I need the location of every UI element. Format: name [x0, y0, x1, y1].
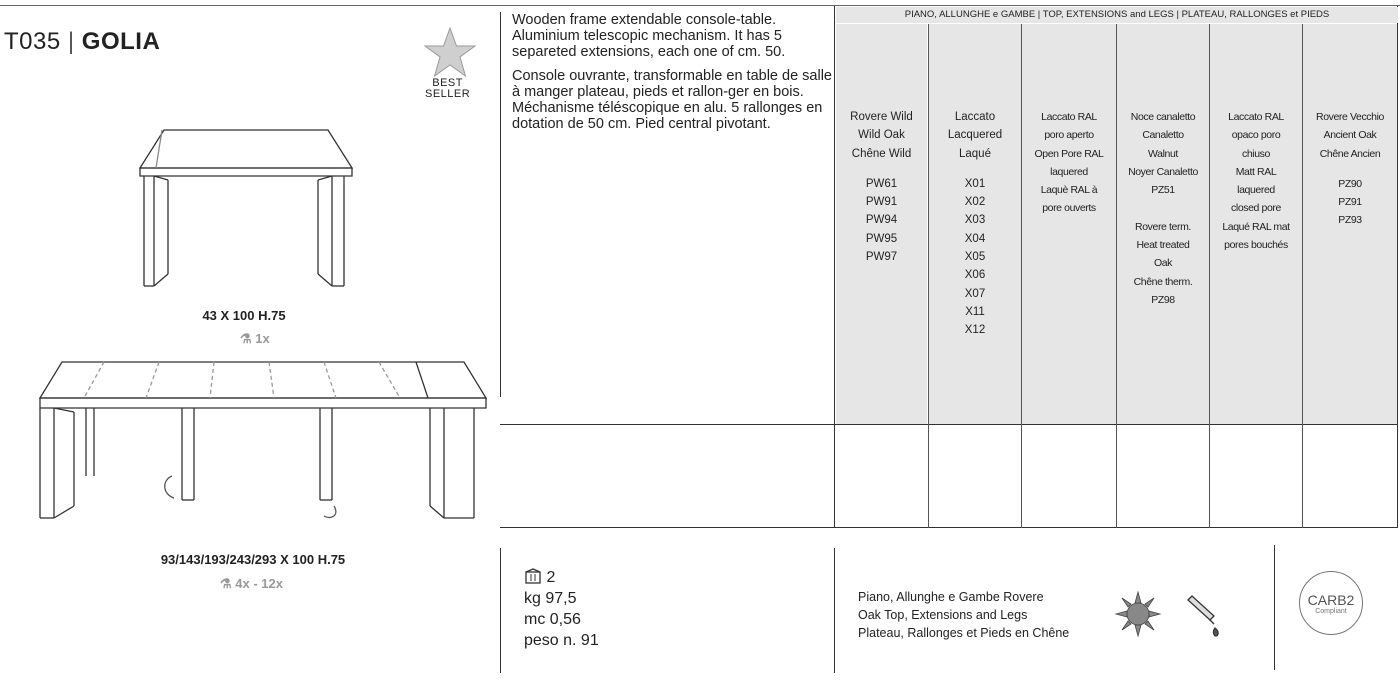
wood-note — [858, 588, 1069, 642]
wood-note-line-2: Oak Top, Extensions and Legs — [858, 608, 1028, 622]
description-en: Wooden frame extendable console-table. Aluminium telescopic mechanism. It has 5 separeted extensions, each one of cm. 50. — [512, 12, 786, 60]
best-seller-badge — [425, 78, 470, 100]
carb2-badge — [1299, 571, 1363, 635]
closed-console-drawing — [132, 126, 360, 294]
dropper-icon — [1184, 594, 1224, 638]
grid-left-finishes — [834, 6, 835, 528]
bottom-divider-2 — [1274, 545, 1275, 670]
wood-note-line-1: Piano, Allunghe e Gambe Rovere — [858, 590, 1044, 604]
packing-net-weight: peso n. 91 — [524, 632, 599, 649]
product-title — [4, 28, 160, 56]
open-table-drawing — [34, 356, 490, 524]
product-name: GOLIA — [81, 28, 161, 55]
badge-line-2: SELLER — [425, 88, 471, 100]
finish-col-walnut — [1117, 24, 1209, 424]
carb2-sub: Compliant — [1315, 608, 1347, 615]
finish-col-wild-oak — [836, 24, 927, 424]
carb2-label: CARB2 — [1307, 592, 1355, 608]
closed-seats-value: 1x — [255, 331, 270, 346]
product-code: T035 — [4, 28, 61, 55]
left-divider — [500, 12, 501, 397]
grid-line-bottom — [500, 527, 1398, 528]
person-icon: ⚗ — [220, 576, 232, 591]
finish-name: Laccato RAL opaco poro chiuso Matt RAL laquered closed pore Laqué RAL mat pores bouchés — [1222, 111, 1290, 252]
finish-codes: PW61 PW91 PW94 PW95 PW97 — [865, 177, 898, 264]
finish-codes: X01 X02 X03 X04 X05 X06 X07 X11 X12 — [964, 177, 986, 337]
finish-name: Laccato RAL poro aperto Open Pore RAL laquered Laquè RAL à pore ouverts — [1034, 111, 1104, 215]
finishes-header: PIANO, ALLUNGHE e GAMBE | TOP, EXTENSIONS and LEGS | PLATEAU, RALLONGES et PIEDS — [836, 7, 1398, 23]
closed-dimensions: 43 X 100 H.75 — [202, 308, 286, 323]
open-seats — [220, 576, 283, 592]
finish-col-lacquered — [929, 24, 1021, 424]
star-icon — [422, 26, 478, 80]
grid-right — [1397, 6, 1398, 528]
bottom-divider-1 — [834, 548, 835, 673]
finish-col-ral-open-pore — [1022, 24, 1116, 424]
top-border — [0, 5, 1400, 6]
open-dimensions: 93/143/193/243/293 X 100 H.75 — [160, 552, 346, 567]
finish-name: Rovere Vecchio Ancient Oak Chêne Ancien — [1316, 111, 1384, 160]
sun-icon — [1114, 590, 1162, 638]
packing-info — [524, 567, 599, 651]
finish-name: Noce canaletto Canaletto Walnut Noyer Canaletto PZ51 Rovere term. Heat treated Oak Chêne therm. PZ98 — [1128, 111, 1198, 306]
packing-volume: mc 0,56 — [524, 611, 581, 628]
description-fr: Console ouvrante, transformable en table de salle à manger plateau, pieds et rallon-ger en bois. Méchanisme téléscopique en alu. 5 rallonges en dotation de 50 cm. Pied central pivotant. — [512, 68, 832, 132]
box-icon — [524, 568, 542, 584]
title-separator: | — [67, 28, 75, 55]
finish-col-ral-matt — [1210, 24, 1302, 424]
open-seats-value: 4x - 12x — [235, 576, 283, 591]
finish-name: Rovere Wild Wild Oak Chêne Wild — [850, 111, 913, 160]
closed-seats — [240, 331, 270, 347]
finish-name: Laccato Lacquered Laqué — [947, 111, 1003, 160]
finish-col-ancient-oak — [1303, 24, 1397, 424]
boxes-count: 2 — [546, 569, 556, 586]
grid-line-mid — [500, 424, 1398, 425]
badge-line-1: BEST — [432, 77, 463, 89]
left-divider-bottom — [500, 548, 501, 673]
wood-note-line-3: Plateau, Rallonges et Pieds en Chêne — [858, 626, 1070, 640]
person-icon: ⚗ — [240, 331, 252, 346]
packing-boxes — [524, 567, 599, 588]
packing-weight: kg 97,5 — [524, 590, 577, 607]
finish-codes: PZ90 PZ91 PZ93 — [1338, 177, 1362, 227]
description — [512, 12, 832, 140]
